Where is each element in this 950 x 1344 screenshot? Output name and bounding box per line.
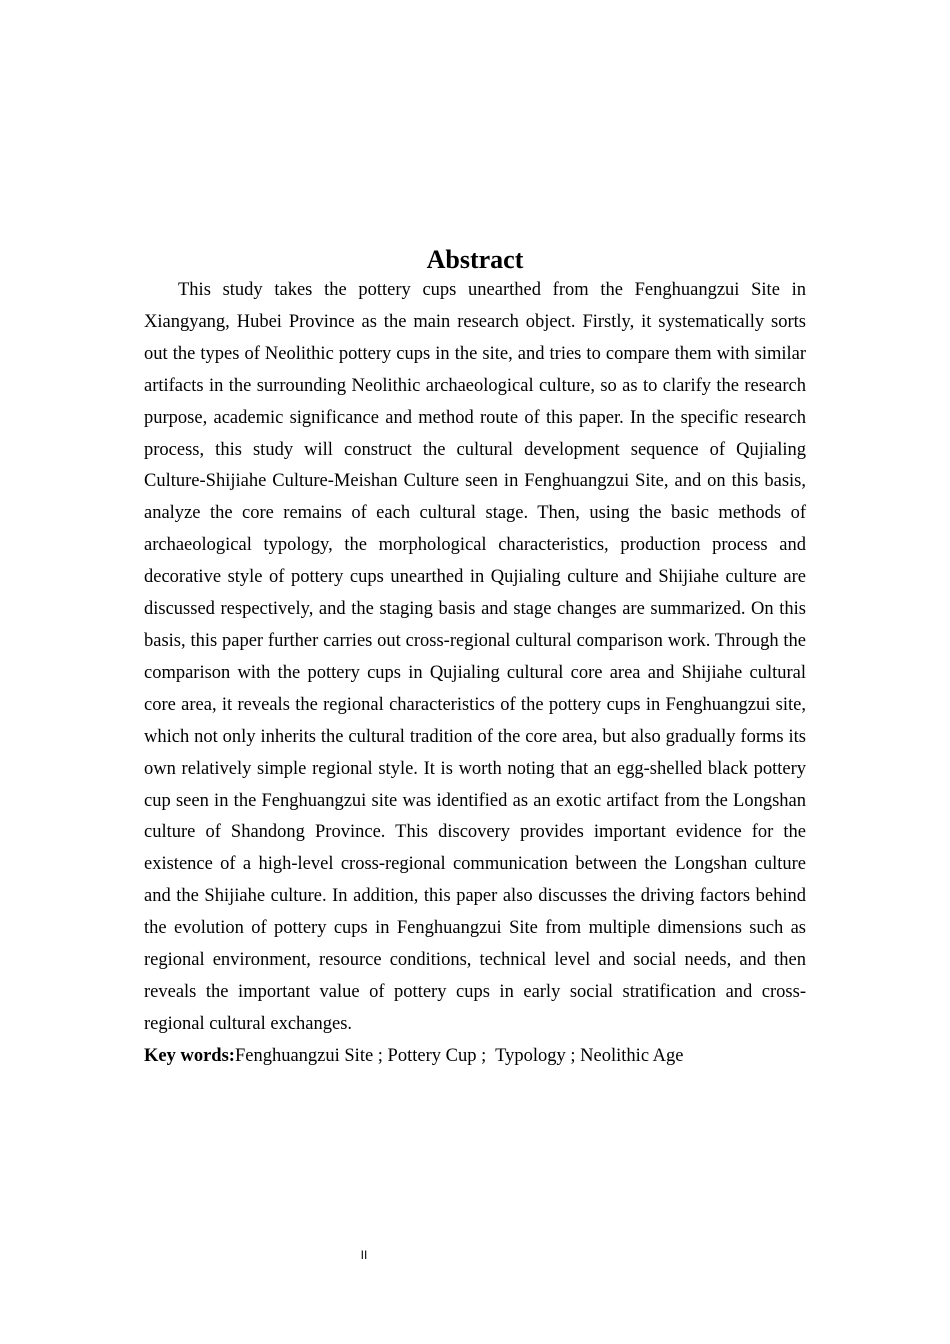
abstract-body: This study takes the pottery cups unearthed from the Fenghuangzui Site in Xiangyang, Hubei Province as the main research object. Firstly, it systematically sorts out the types of Neolithic pottery cups in the site, and tries to compare them with similar artifacts in the surrounding Neolithic archaeological culture, so as to clarify the research purpose, academic significance and method route of this paper. In the specific research process, this study will construct the cultural development sequence of Qujialing Culture-Shijiahe Culture-Meishan Culture seen in Fenghuangzui Site, and on this basis, analyze the core remains of each cultural stage. Then, using the basic methods of archaeological typology, the morphological characteristics, production process and decorative style of pottery cups unearthed in Qujialing culture and Shijiahe culture are discussed respectively, and the staging basis and stage changes are summarized. On this basis, this paper further carries out cross-regional cultural comparison work. Through the comparison with the pottery cups in Qujialing cultural core area and Shijiahe cultural core area, it reveals the regional characteristics of the pottery cups in Fenghuangzui site, which not only inherits the cultural tradition of the core area, but also gradually forms its own relatively simple regional style. It is worth noting that an egg-shelled black pottery cup seen in the Fenghuangzui site was identified as an exotic artifact from the Longshan culture of Shandong Province. This discovery provides important evidence for the existence of a high-level cross-regional communication between the Longshan culture and the Shijiahe culture. In addition, this paper also discusses the driving factors behind the evolution of pottery cups in Fenghuangzui Site from multiple dimensions such as regional environment, resource conditions, technical level and social needs, and then reveals the important value of pottery cups in early social stratification and cross-regional cultural exchanges. xyxy=(144,280,806,1034)
abstract-title: Abstract xyxy=(426,245,524,274)
keywords-text: Fenghuangzui Site ; Pottery Cup ; Typology ; Neolithic Age xyxy=(234,1046,684,1066)
page-number: II xyxy=(360,1248,368,1262)
keywords-line xyxy=(144,1041,806,1073)
keywords-label: Key words: xyxy=(144,1046,235,1066)
